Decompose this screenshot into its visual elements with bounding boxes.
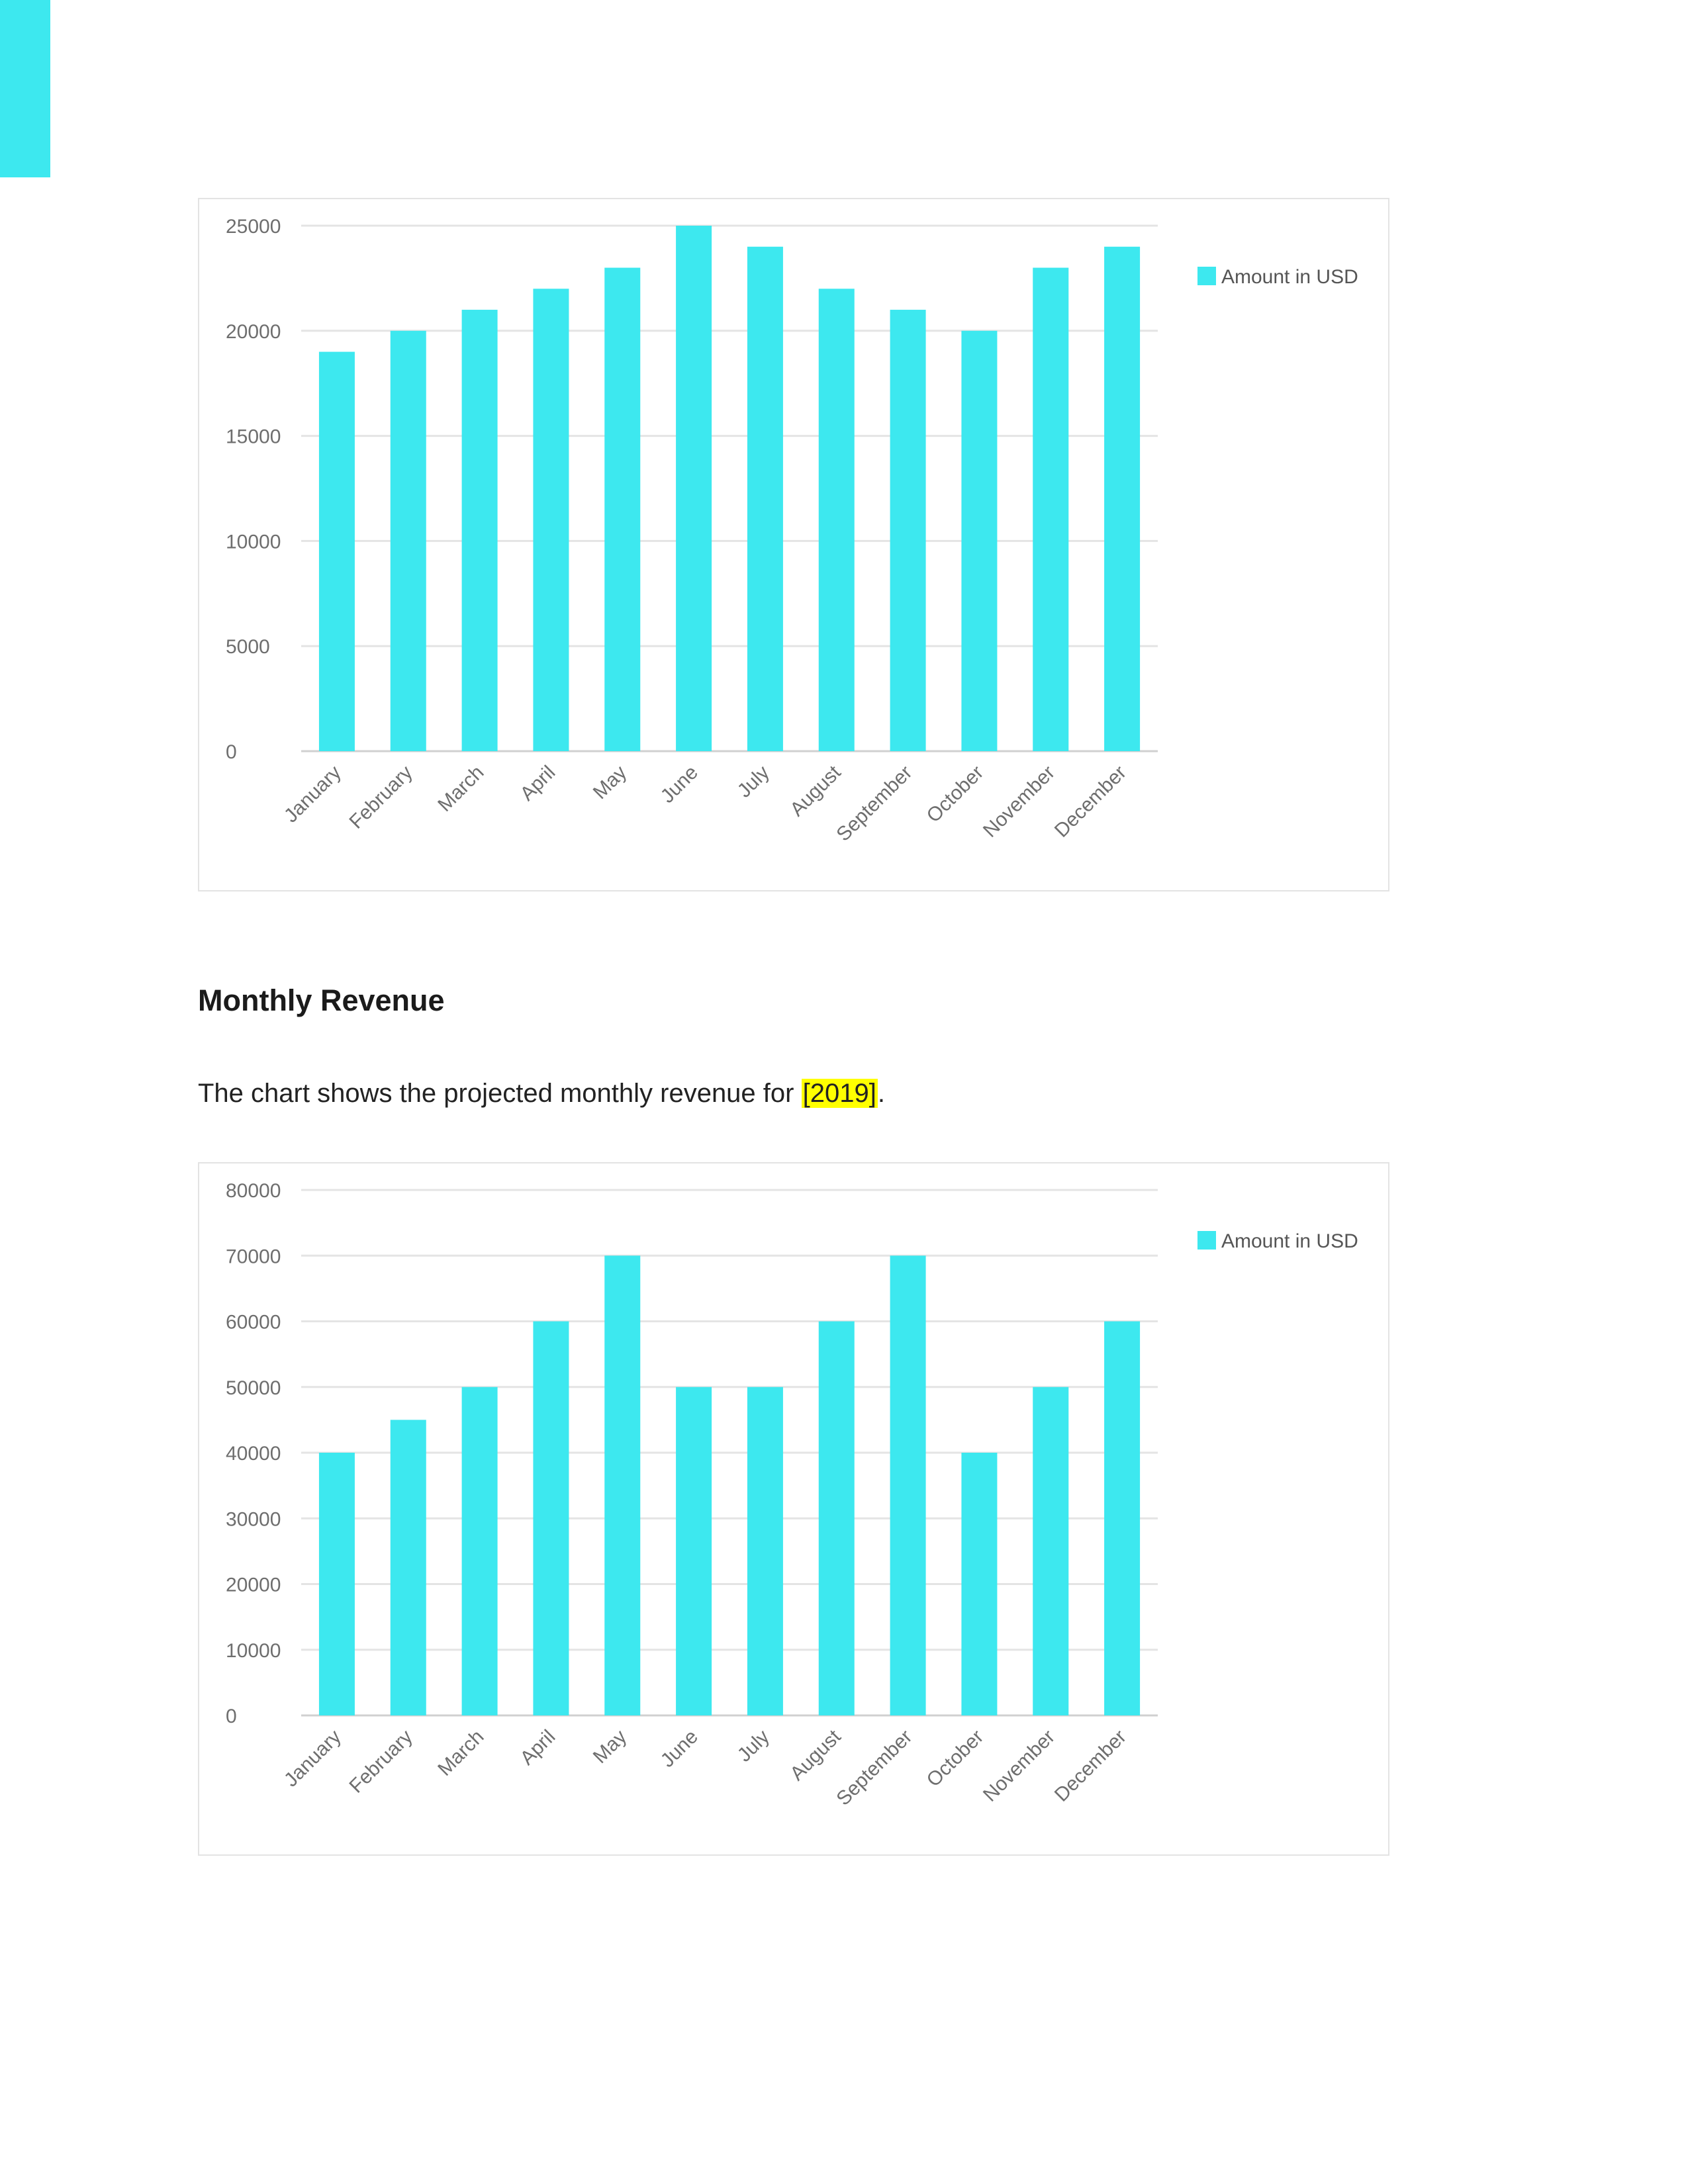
x-tick-label: May	[588, 1725, 632, 1768]
x-tick-label: December	[1050, 1725, 1131, 1806]
bar-august	[819, 1322, 855, 1716]
legend-label: Amount in USD	[1221, 266, 1358, 288]
x-tick-label: March	[434, 1725, 489, 1780]
x-tick-label: September	[832, 1725, 917, 1810]
legend-swatch	[1197, 267, 1216, 285]
bar-october	[961, 331, 997, 751]
bar-november	[1033, 268, 1068, 751]
x-tick-label: June	[656, 761, 703, 807]
bar-february	[391, 1420, 426, 1715]
bar-april	[533, 289, 569, 751]
legend-label: Amount in USD	[1221, 1230, 1358, 1252]
x-tick-label: September	[832, 761, 917, 846]
bar-june	[676, 226, 712, 751]
x-tick-label: October	[922, 761, 988, 827]
y-tick-label: 30000	[226, 1508, 281, 1531]
x-tick-label: July	[733, 761, 774, 802]
revenue-chart-top	[198, 198, 1389, 891]
x-tick-label: January	[280, 761, 346, 827]
y-tick-label: 10000	[226, 1639, 281, 1662]
y-tick-label: 50000	[226, 1377, 281, 1399]
y-tick-label: 40000	[226, 1443, 281, 1465]
x-tick-label: June	[656, 1725, 703, 1772]
x-tick-label: February	[345, 761, 417, 833]
x-tick-label: August	[786, 761, 845, 821]
x-tick-label: May	[588, 761, 632, 804]
corner-accent-bar	[0, 0, 50, 177]
legend-swatch	[1197, 1231, 1216, 1250]
x-tick-label: August	[786, 1725, 845, 1785]
bar-june	[676, 1387, 712, 1715]
y-tick-label: 0	[226, 1706, 237, 1727]
x-tick-label: January	[280, 1725, 346, 1792]
y-tick-label: 10000	[226, 531, 281, 553]
bar-may	[604, 1255, 640, 1715]
y-tick-label: 5000	[226, 636, 270, 659]
description-text: The chart shows the projected monthly revenue for	[198, 1079, 802, 1108]
x-tick-label: October	[922, 1725, 988, 1792]
x-tick-label: April	[516, 761, 560, 805]
y-tick-label: 0	[226, 741, 237, 763]
y-tick-label: 70000	[226, 1246, 281, 1268]
bar-february	[391, 331, 426, 751]
section-heading: Monthly Revenue	[198, 983, 445, 1017]
bar-may	[604, 268, 640, 751]
bar-november	[1033, 1387, 1068, 1715]
chart-description	[198, 1076, 885, 1111]
x-tick-label: July	[733, 1725, 774, 1766]
bar-december	[1104, 247, 1140, 751]
x-tick-label: November	[979, 761, 1060, 842]
y-tick-label: 20000	[226, 1574, 281, 1596]
bar-april	[533, 1322, 569, 1716]
x-tick-label: April	[516, 1725, 560, 1770]
bar-august	[819, 289, 855, 751]
bar-january	[319, 352, 355, 751]
y-tick-label: 60000	[226, 1311, 281, 1334]
x-tick-label: March	[434, 761, 489, 816]
x-tick-label: December	[1050, 761, 1131, 842]
bar-october	[961, 1453, 997, 1715]
bar-march	[462, 1387, 498, 1715]
y-tick-label: 20000	[226, 320, 281, 343]
bar-july	[747, 247, 783, 751]
bar-july	[747, 1387, 783, 1715]
description-end: .	[877, 1079, 885, 1108]
chart-svg	[199, 1163, 1391, 1857]
bar-september	[890, 310, 926, 751]
revenue-chart-bottom	[198, 1162, 1389, 1856]
bar-january	[319, 1453, 355, 1715]
y-tick-label: 80000	[226, 1180, 281, 1202]
year-placeholder-highlight[interactable]: [2019]	[802, 1079, 876, 1108]
bar-september	[890, 1255, 926, 1715]
y-tick-label: 15000	[226, 426, 281, 448]
bar-march	[462, 310, 498, 751]
bar-december	[1104, 1322, 1140, 1716]
y-tick-label: 25000	[226, 216, 281, 238]
chart-svg	[199, 199, 1391, 893]
x-tick-label: November	[979, 1725, 1060, 1806]
x-tick-label: February	[345, 1725, 417, 1797]
